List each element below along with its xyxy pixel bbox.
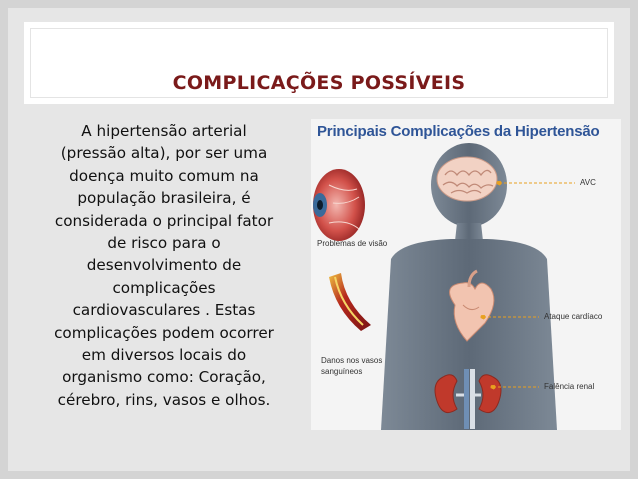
figure-title: Principais Complicações da Hipertensão xyxy=(317,123,600,140)
body-line: desenvolvimento de xyxy=(86,256,242,275)
hypertension-complications-figure xyxy=(311,119,621,430)
title-box xyxy=(24,22,614,104)
body-line: de risco para o xyxy=(107,234,221,253)
body-line: cardiovasculares . Estas xyxy=(72,301,256,320)
blood-vessel-icon xyxy=(329,273,371,331)
body-line: considerada o principal fator xyxy=(54,211,274,230)
label-vessels-line-2: sanguíneos xyxy=(321,367,363,376)
label-heart-attack: Ataque cardíaco xyxy=(544,312,603,321)
body-line: complicações xyxy=(112,278,216,297)
body-line: cérebro, rins, vasos e olhos. xyxy=(57,390,271,409)
brain-icon xyxy=(437,157,497,201)
eye-icon xyxy=(313,169,365,241)
label-vision: Problemas de visão xyxy=(317,239,388,248)
body-line: organismo como: Coração, xyxy=(62,368,266,387)
body-line: (pressão alta), por ser uma xyxy=(60,144,268,163)
body-line: população brasileira, é xyxy=(77,189,251,208)
label-vessels-line-1: Danos nos vasos xyxy=(321,356,383,365)
body-line: complicações podem ocorrer xyxy=(54,323,274,342)
label-avc: AVC xyxy=(580,178,596,187)
label-kidney-failure: Falência renal xyxy=(544,382,595,391)
body-line: doença muito comum na xyxy=(69,166,259,185)
slide-title: COMPLICAÇÕES POSSÍVEIS xyxy=(172,72,466,94)
body-text xyxy=(30,120,298,411)
body-line: em diversos locais do xyxy=(81,346,247,365)
body-line: A hipertensão arterial xyxy=(81,122,247,140)
